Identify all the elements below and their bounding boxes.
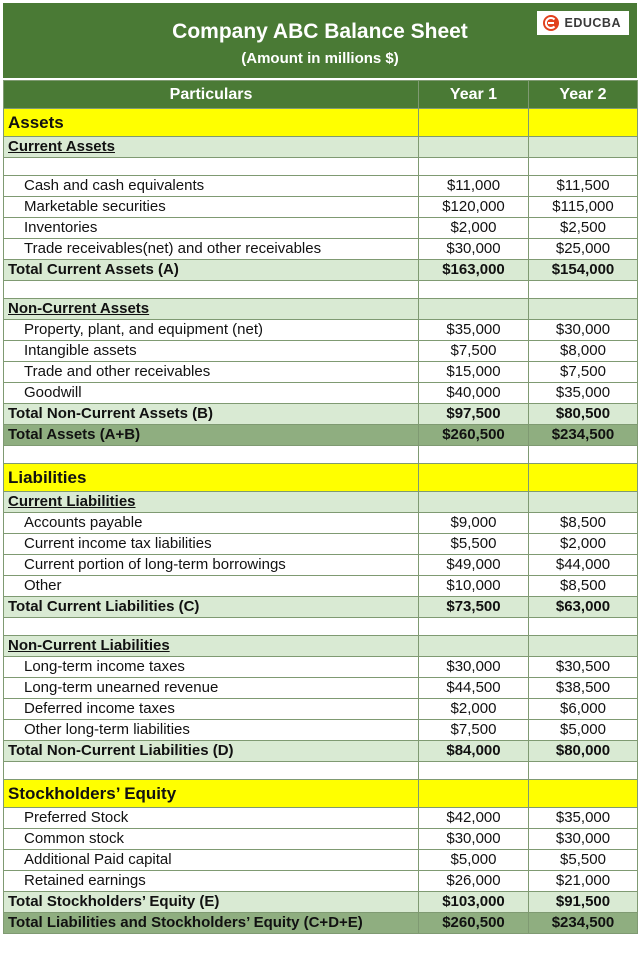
row-label: Marketable securities bbox=[4, 197, 419, 218]
row-year1: $5,000 bbox=[419, 850, 529, 871]
sheet-subtitle: (Amount in millions $) bbox=[241, 50, 399, 67]
row-year2: $21,000 bbox=[529, 871, 638, 892]
table-row bbox=[4, 176, 638, 197]
sheet-header bbox=[3, 3, 637, 78]
row-year1: $44,500 bbox=[419, 678, 529, 699]
row-year1: $10,000 bbox=[419, 576, 529, 597]
table-row bbox=[4, 808, 638, 829]
table-row bbox=[4, 829, 638, 850]
table-row bbox=[4, 197, 638, 218]
total-year1: $73,500 bbox=[419, 597, 529, 618]
row-year2: $38,500 bbox=[529, 678, 638, 699]
section-title: Assets bbox=[4, 109, 419, 137]
row-year2: $35,000 bbox=[529, 383, 638, 404]
subsection-noncurrent-assets bbox=[4, 299, 638, 320]
educba-logo bbox=[537, 11, 629, 35]
row-year1: $9,000 bbox=[419, 513, 529, 534]
row-year1: $26,000 bbox=[419, 871, 529, 892]
row-label: Trade and other receivables bbox=[4, 362, 419, 383]
total-year1: $163,000 bbox=[419, 260, 529, 281]
row-year2: $11,500 bbox=[529, 176, 638, 197]
grand-total-year1: $260,500 bbox=[419, 913, 529, 934]
table-row bbox=[4, 699, 638, 720]
table-row bbox=[4, 576, 638, 597]
row-label: Common stock bbox=[4, 829, 419, 850]
row-label: Additional Paid capital bbox=[4, 850, 419, 871]
total-label: Total Non-Current Assets (B) bbox=[4, 404, 419, 425]
balance-table bbox=[3, 80, 638, 934]
row-year2: $30,000 bbox=[529, 829, 638, 850]
subsection-title: Current Assets bbox=[4, 137, 419, 158]
header-year2: Year 2 bbox=[529, 81, 638, 109]
row-label: Current portion of long-term borrowings bbox=[4, 555, 419, 576]
grand-total-label: Total Assets (A+B) bbox=[4, 425, 419, 446]
total-year2: $154,000 bbox=[529, 260, 638, 281]
spacer-row bbox=[4, 762, 638, 780]
row-year2: $2,500 bbox=[529, 218, 638, 239]
table-row bbox=[4, 239, 638, 260]
subsection-current-assets bbox=[4, 137, 638, 158]
total-year2: $80,500 bbox=[529, 404, 638, 425]
row-year1: $30,000 bbox=[419, 657, 529, 678]
table-row bbox=[4, 320, 638, 341]
row-year1: $30,000 bbox=[419, 829, 529, 850]
row-year1: $7,500 bbox=[419, 341, 529, 362]
grand-total-label: Total Liabilities and Stockholders’ Equity (C+D+E) bbox=[4, 913, 419, 934]
row-label: Trade receivables(net) and other receivables bbox=[4, 239, 419, 260]
row-year2: $6,000 bbox=[529, 699, 638, 720]
table-row bbox=[4, 850, 638, 871]
table-row bbox=[4, 720, 638, 741]
section-liabilities bbox=[4, 464, 638, 492]
row-year2: $2,000 bbox=[529, 534, 638, 555]
header-particulars: Particulars bbox=[4, 81, 419, 109]
row-year1: $5,500 bbox=[419, 534, 529, 555]
row-label: Accounts payable bbox=[4, 513, 419, 534]
table-row bbox=[4, 678, 638, 699]
row-label: Intangible assets bbox=[4, 341, 419, 362]
section-title: Liabilities bbox=[4, 464, 419, 492]
total-year2: $80,000 bbox=[529, 741, 638, 762]
row-year1: $11,000 bbox=[419, 176, 529, 197]
total-label: Total Stockholders’ Equity (E) bbox=[4, 892, 419, 913]
row-year1: $42,000 bbox=[419, 808, 529, 829]
total-year2: $63,000 bbox=[529, 597, 638, 618]
spacer-row bbox=[4, 618, 638, 636]
spacer-row bbox=[4, 446, 638, 464]
row-year1: $7,500 bbox=[419, 720, 529, 741]
header-year1: Year 1 bbox=[419, 81, 529, 109]
total-year2: $91,500 bbox=[529, 892, 638, 913]
grand-total-row bbox=[4, 913, 638, 934]
row-year2: $8,500 bbox=[529, 576, 638, 597]
educba-logo-icon bbox=[542, 14, 560, 32]
subsection-title: Non-Current Liabilities bbox=[4, 636, 419, 657]
section-assets bbox=[4, 109, 638, 137]
total-row bbox=[4, 741, 638, 762]
table-row bbox=[4, 555, 638, 576]
table-row bbox=[4, 513, 638, 534]
spacer-row bbox=[4, 158, 638, 176]
table-row bbox=[4, 534, 638, 555]
grand-total-year2: $234,500 bbox=[529, 913, 638, 934]
table-row bbox=[4, 657, 638, 678]
row-year2: $44,000 bbox=[529, 555, 638, 576]
table-row bbox=[4, 871, 638, 892]
total-label: Total Current Liabilities (C) bbox=[4, 597, 419, 618]
row-year1: $35,000 bbox=[419, 320, 529, 341]
row-year1: $30,000 bbox=[419, 239, 529, 260]
total-label: Total Current Assets (A) bbox=[4, 260, 419, 281]
row-year2: $8,500 bbox=[529, 513, 638, 534]
row-year2: $8,000 bbox=[529, 341, 638, 362]
total-year1: $84,000 bbox=[419, 741, 529, 762]
subsection-title: Non-Current Assets bbox=[4, 299, 419, 320]
subsection-current-liabilities bbox=[4, 492, 638, 513]
total-row bbox=[4, 597, 638, 618]
row-label: Retained earnings bbox=[4, 871, 419, 892]
total-row bbox=[4, 260, 638, 281]
row-year1: $2,000 bbox=[419, 699, 529, 720]
subsection-noncurrent-liabilities bbox=[4, 636, 638, 657]
row-label: Long-term unearned revenue bbox=[4, 678, 419, 699]
row-label: Current income tax liabilities bbox=[4, 534, 419, 555]
row-label: Goodwill bbox=[4, 383, 419, 404]
row-year1: $2,000 bbox=[419, 218, 529, 239]
row-year2: $30,500 bbox=[529, 657, 638, 678]
row-year1: $120,000 bbox=[419, 197, 529, 218]
section-equity bbox=[4, 780, 638, 808]
table-row bbox=[4, 341, 638, 362]
spacer-row bbox=[4, 281, 638, 299]
row-year2: $25,000 bbox=[529, 239, 638, 260]
sheet-title: Company ABC Balance Sheet bbox=[172, 20, 468, 43]
logo-text: EDUCBA bbox=[564, 16, 621, 30]
row-label: Other bbox=[4, 576, 419, 597]
section-title: Stockholders’ Equity bbox=[4, 780, 419, 808]
row-year2: $7,500 bbox=[529, 362, 638, 383]
total-row bbox=[4, 892, 638, 913]
subsection-title: Current Liabilities bbox=[4, 492, 419, 513]
row-year2: $30,000 bbox=[529, 320, 638, 341]
row-label: Deferred income taxes bbox=[4, 699, 419, 720]
row-label: Property, plant, and equipment (net) bbox=[4, 320, 419, 341]
row-label: Inventories bbox=[4, 218, 419, 239]
column-header-row bbox=[4, 81, 638, 109]
total-year1: $103,000 bbox=[419, 892, 529, 913]
row-label: Preferred Stock bbox=[4, 808, 419, 829]
row-year2: $35,000 bbox=[529, 808, 638, 829]
table-row bbox=[4, 383, 638, 404]
row-year1: $40,000 bbox=[419, 383, 529, 404]
total-year1: $97,500 bbox=[419, 404, 529, 425]
row-label: Cash and cash equivalents bbox=[4, 176, 419, 197]
grand-total-year1: $260,500 bbox=[419, 425, 529, 446]
grand-total-row bbox=[4, 425, 638, 446]
row-year1: $49,000 bbox=[419, 555, 529, 576]
table-row bbox=[4, 362, 638, 383]
total-row bbox=[4, 404, 638, 425]
row-year1: $15,000 bbox=[419, 362, 529, 383]
grand-total-year2: $234,500 bbox=[529, 425, 638, 446]
row-year2: $115,000 bbox=[529, 197, 638, 218]
row-year2: $5,000 bbox=[529, 720, 638, 741]
row-label: Other long-term liabilities bbox=[4, 720, 419, 741]
row-year2: $5,500 bbox=[529, 850, 638, 871]
table-row bbox=[4, 218, 638, 239]
total-label: Total Non-Current Liabilities (D) bbox=[4, 741, 419, 762]
row-label: Long-term income taxes bbox=[4, 657, 419, 678]
